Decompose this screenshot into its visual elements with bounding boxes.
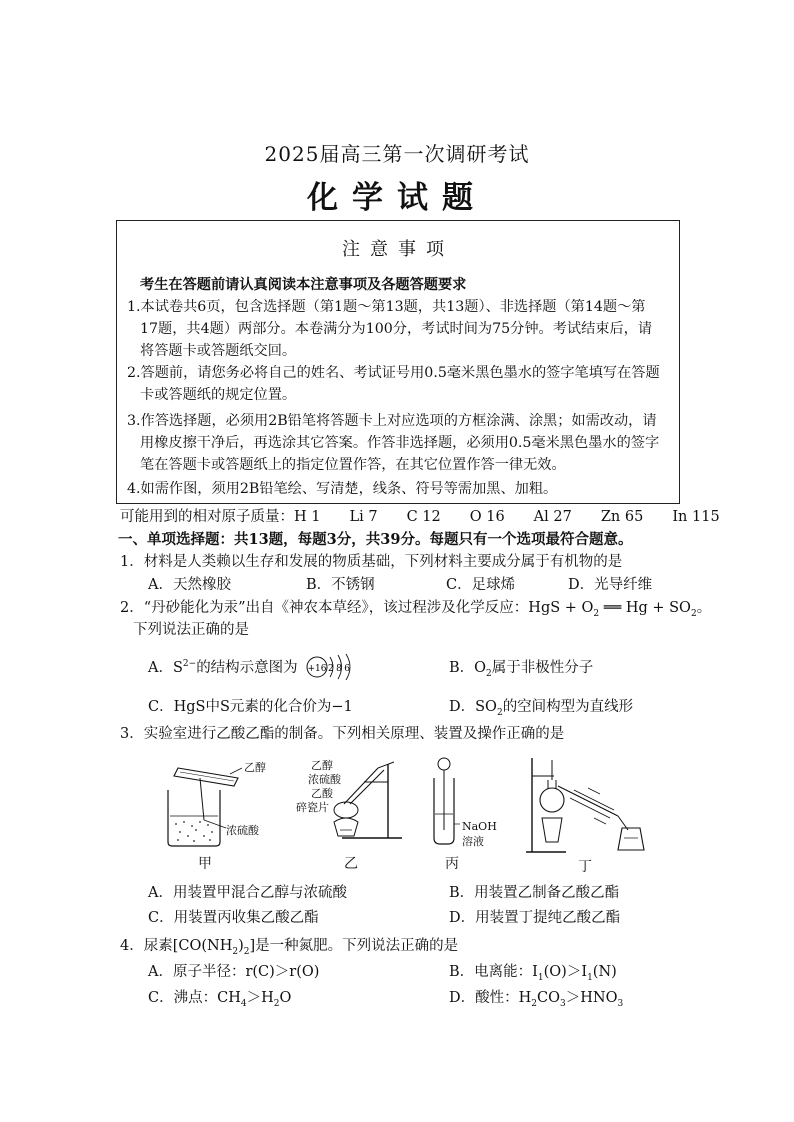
nucleus-charge: +16 [307, 664, 327, 674]
notice-line: 1.本试卷共6页，包含选择题（第1题～第13题，共13题）、非选择题（第14题～第 [127, 299, 646, 315]
notice-line: 4.如需作图，须用2B铅笔绘、写清楚，线条、符号等需加黑、加粗。 [127, 481, 558, 497]
q2-option-a: A．$S^{2-}$的结构示意图为 [148, 659, 298, 676]
q1-option-d: D．光导纤维 [568, 577, 653, 593]
jia-label-ethanol: 乙醇 [244, 761, 266, 774]
q4-option-d: D．酸性：$H_2CO_3>HNO_3$ [449, 990, 624, 1009]
apparatus-label-ding: 丁 [578, 859, 592, 875]
q2-option-c: C．HgS中S元素的化合价为−1 [148, 699, 353, 715]
q1-option-c: C．足球烯 [446, 577, 516, 593]
notice-line: 3.作答选择题，必须用2B铅笔将答题卡上对应选项的方框涂满、涂黑；如需改动，请 [127, 413, 657, 429]
notice-line: 17题，共4题）两部分。本卷满分为100分，考试时间为75分钟。考试结束后，请 [140, 321, 653, 337]
yi-label-acid: 浓硫酸 [308, 773, 341, 786]
q3-option-b: B．用装置乙制备乙酸乙酯 [449, 885, 620, 901]
notice-line: 笔在答题卡或答题纸上的指定位置作答，在其它位置作答一律无效。 [140, 457, 566, 473]
yi-label-chips: 碎瓷片 [296, 801, 329, 814]
q3-option-d: D．用装置丁提纯乙酸乙酯 [449, 910, 621, 926]
q2-option-d: D．$SO_2$的空间构型为直线形 [449, 699, 634, 718]
q4-option-b: B．电离能：$I_1(O)>I_1(N)$ [449, 964, 617, 983]
apparatus-label-yi: 乙 [344, 856, 358, 872]
exam-title: 2025届高三第一次调研考试 [264, 142, 530, 166]
atomic-masses: 可能用到的相对原子质量：H 1 Li 7 C 12 O 16 Al 27 Zn 65 In 115 [120, 509, 720, 525]
jia-label-acid: 浓硫酸 [226, 824, 259, 837]
q4-option-c: C．沸点：$CH_4>H_2O$ [148, 990, 292, 1009]
notice-line: 2.答题前，请您务必将自己的姓名、考试证号用0.5毫米黑色墨水的签字笔填写在答题 [127, 365, 660, 381]
yi-label-ethanol: 乙醇 [311, 759, 333, 772]
q1-stem: 1．材料是人类赖以生存和发展的物质基础，下列材料主要成分属于有机物的是 [120, 554, 623, 570]
notice-line: 卡或答题纸的规定位置。 [140, 387, 297, 403]
q3-option-c: C．用装置丙收集乙酸乙酯 [148, 910, 319, 926]
sulfide-ion-structure-diagram [303, 652, 357, 682]
bing-label-naoh: NaOH [462, 820, 497, 833]
q4-stem: 4．尿素$[CO(NH_2)_2]$是一种氮肥。下列说法正确的是 [120, 938, 459, 957]
yi-label-acetic: 乙酸 [311, 787, 333, 800]
apparatus-ding-diagram [518, 752, 658, 858]
apparatus-label-jia: 甲 [198, 856, 212, 872]
notice-line: 将答题卡或答题纸交回。 [140, 343, 297, 359]
bing-label-solution: 溶液 [462, 835, 484, 848]
notice-intro: 考生在答题前请认真阅读本注意事项及各题答题要求 [140, 277, 467, 293]
q2-stem-line2: 下列说法正确的是 [133, 622, 249, 638]
q4-option-a: A．原子半径：r(C)＞r(O) [148, 964, 320, 980]
q1-option-b: B．不锈钢 [306, 577, 375, 593]
q2-option-b: B．$O_2$属于非极性分子 [449, 660, 594, 679]
notice-box [116, 220, 680, 504]
q3-option-a: A．用装置甲混合乙醇与浓硫酸 [148, 885, 347, 901]
apparatus-label-bing: 丙 [445, 856, 459, 872]
q2-stem: 2．“丹砂能化为汞”出自《神农本草经》，该过程涉及化学反应：HgS + $O_2$ ══ $Hg + SO_2$。 [120, 600, 712, 619]
section-heading: 一、单项选择题：共13题，每题3分，共39分。每题只有一个选项最符合题意。 [118, 531, 633, 548]
electron-shells: 286 [328, 664, 350, 674]
q3-stem: 3．实验室进行乙酸乙酯的制备。下列相关原理、装置及操作正确的是 [120, 726, 565, 742]
q1-option-a: A．天然橡胶 [148, 577, 231, 593]
notice-title: 注意事项 [342, 239, 454, 260]
subject-title: 化学试题 [307, 180, 487, 216]
notice-line: 用橡皮擦干净后，再选涂其它答案。作答非选择题，必须用0.5毫米黑色墨水的签字 [140, 435, 660, 451]
